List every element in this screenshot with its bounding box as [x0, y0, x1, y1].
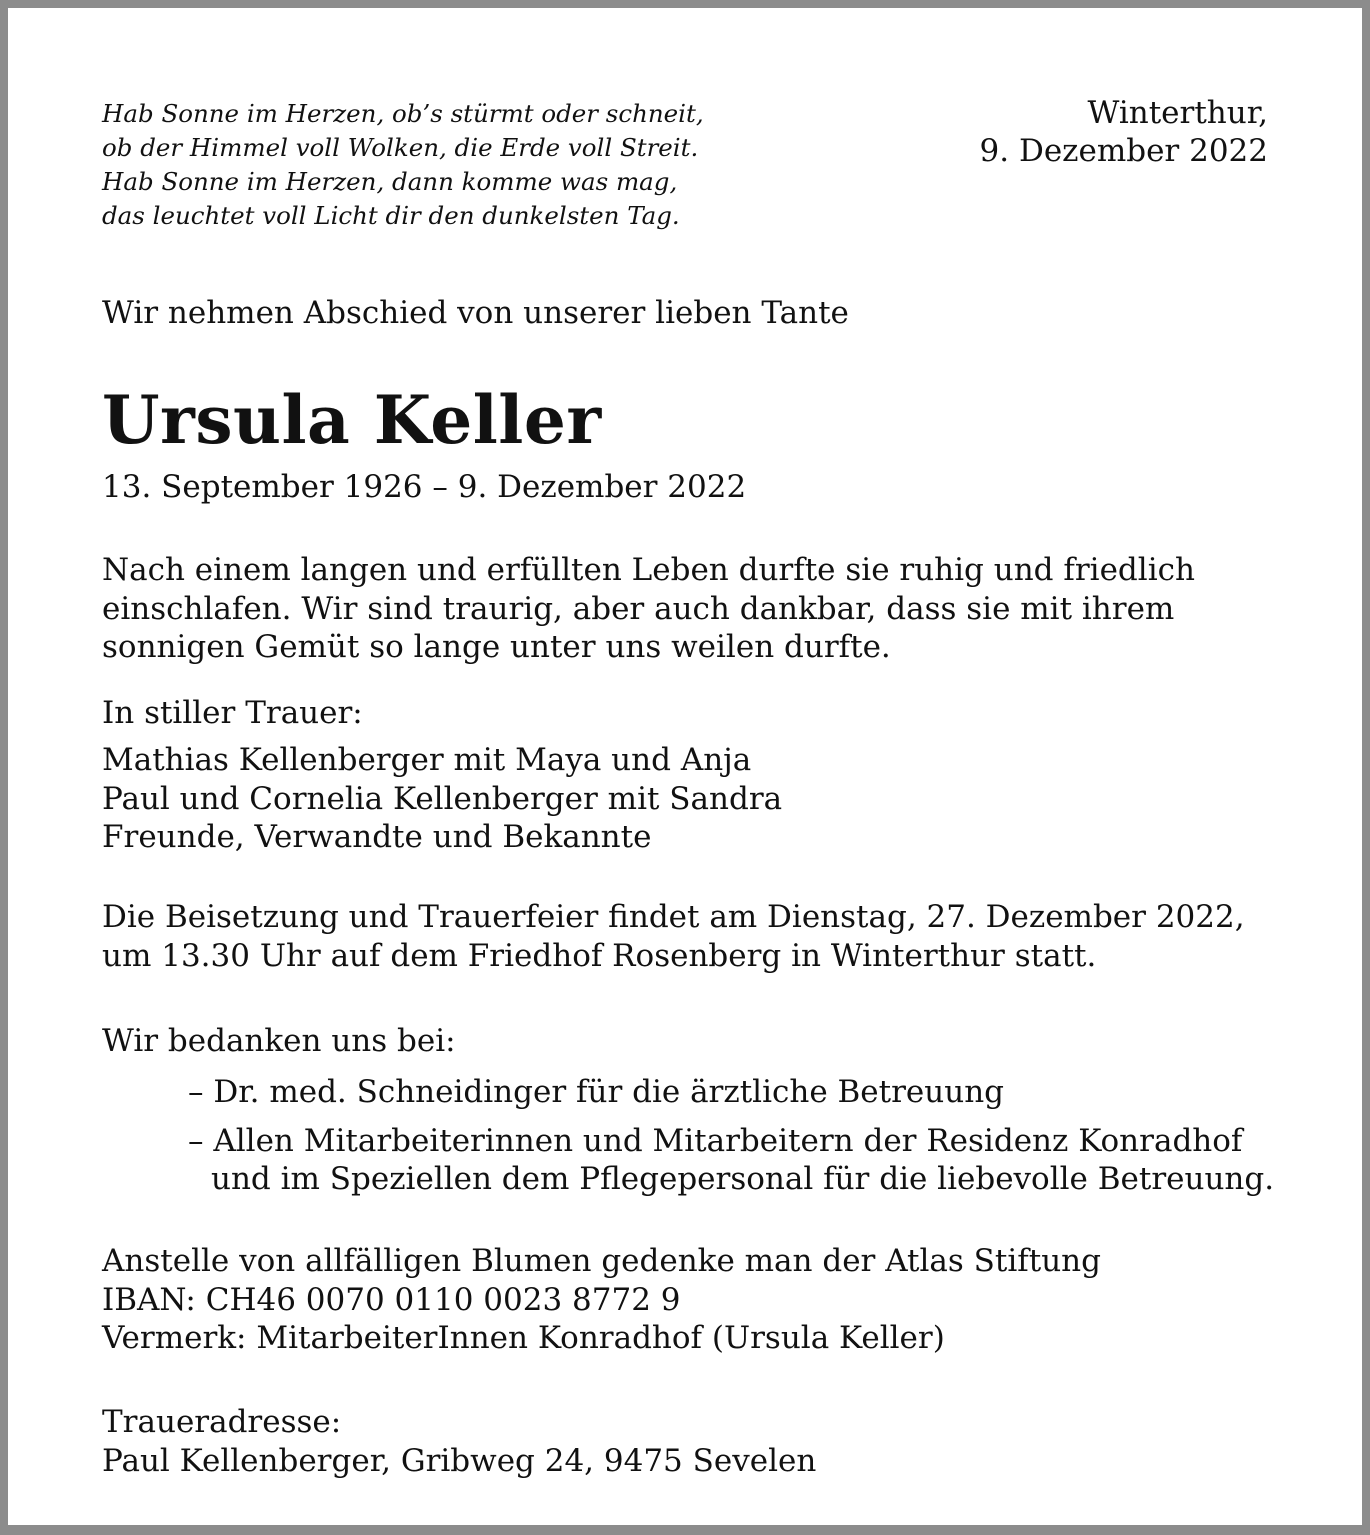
iban: IBAN: CH46 0070 0110 0023 8772 9: [102, 1281, 681, 1318]
thanks-list: [188, 1073, 1274, 1199]
notice-date: 9. Dezember 2022: [979, 133, 1268, 169]
message-line: Nach einem langen und erfüllten Leben durfte sie ruhig und friedlich: [102, 552, 1195, 588]
mourners-list: [102, 741, 782, 857]
poem-line: ob der Himmel voll Wolken, die Erde voll Streit.: [102, 133, 699, 162]
mourner: Paul und Cornelia Kellenberger mit Sandra: [102, 780, 783, 817]
funeral-info: [102, 898, 1245, 975]
intro-text: Wir nehmen Abschied von unserer lieben Tante: [102, 295, 849, 331]
donation-note: Vermerk: MitarbeiterInnen Konradhof (Ursula Keller): [102, 1320, 945, 1356]
thanks-item: [188, 1122, 1274, 1199]
mourner: Mathias Kellenberger mit Maya und Anja: [102, 742, 752, 778]
thanks-item-line: – Allen Mitarbeiterinnen und Mitarbeitern der Residenz Konradhof: [188, 1122, 1243, 1159]
place-date: [980, 94, 1268, 170]
poem-line: Hab Sonne im Herzen, ob’s stürmt oder schneit,: [102, 99, 704, 128]
funeral-line: Die Beisetzung und Trauerfeier findet am Dienstag, 27. Dezember 2022,: [102, 899, 1245, 935]
thanks-item: [188, 1073, 1274, 1112]
deceased-name: Ursula Keller: [102, 381, 602, 459]
poem: [102, 97, 704, 233]
place: Winterthur,: [1087, 95, 1268, 131]
lifespan: 13. September 1926 – 9. Dezember 2022: [102, 469, 747, 505]
message-line: einschlafen. Wir sind traurig, aber auch dankbar, dass sie mit ihrem: [102, 590, 1175, 627]
thanks-item-line: und im Speziellen dem Pflegepersonal für die liebevolle Betreuung.: [211, 1161, 1275, 1197]
funeral-line: um 13.30 Uhr auf dem Friedhof Rosenberg in Winterthur statt.: [102, 937, 1097, 974]
mourner: Freunde, Verwandte und Bekannte: [102, 819, 652, 855]
address-label: Traueradresse:: [102, 1404, 342, 1440]
message-line: sonnigen Gemüt so lange unter uns weilen durfte.: [102, 629, 891, 665]
thanks-label: Wir bedanken uns bei:: [102, 1023, 456, 1059]
donation-line: Anstelle von allfälligen Blumen gedenke man der Atlas Stiftung: [102, 1243, 1101, 1279]
poem-line: Hab Sonne im Herzen, dann komme was mag,: [102, 167, 678, 196]
mourning-address: Paul Kellenberger, Gribweg 24, 9475 Sevelen: [102, 1443, 817, 1479]
mourning-label: In stiller Trauer:: [102, 695, 363, 731]
donation-info: [102, 1242, 1101, 1358]
thanks-item-line: – Dr. med. Schneidinger für die ärztliche Betreuung: [188, 1074, 1005, 1110]
poem-line: das leuchtet voll Licht dir den dunkelsten Tag.: [102, 201, 680, 230]
farewell-message: [102, 551, 1195, 667]
